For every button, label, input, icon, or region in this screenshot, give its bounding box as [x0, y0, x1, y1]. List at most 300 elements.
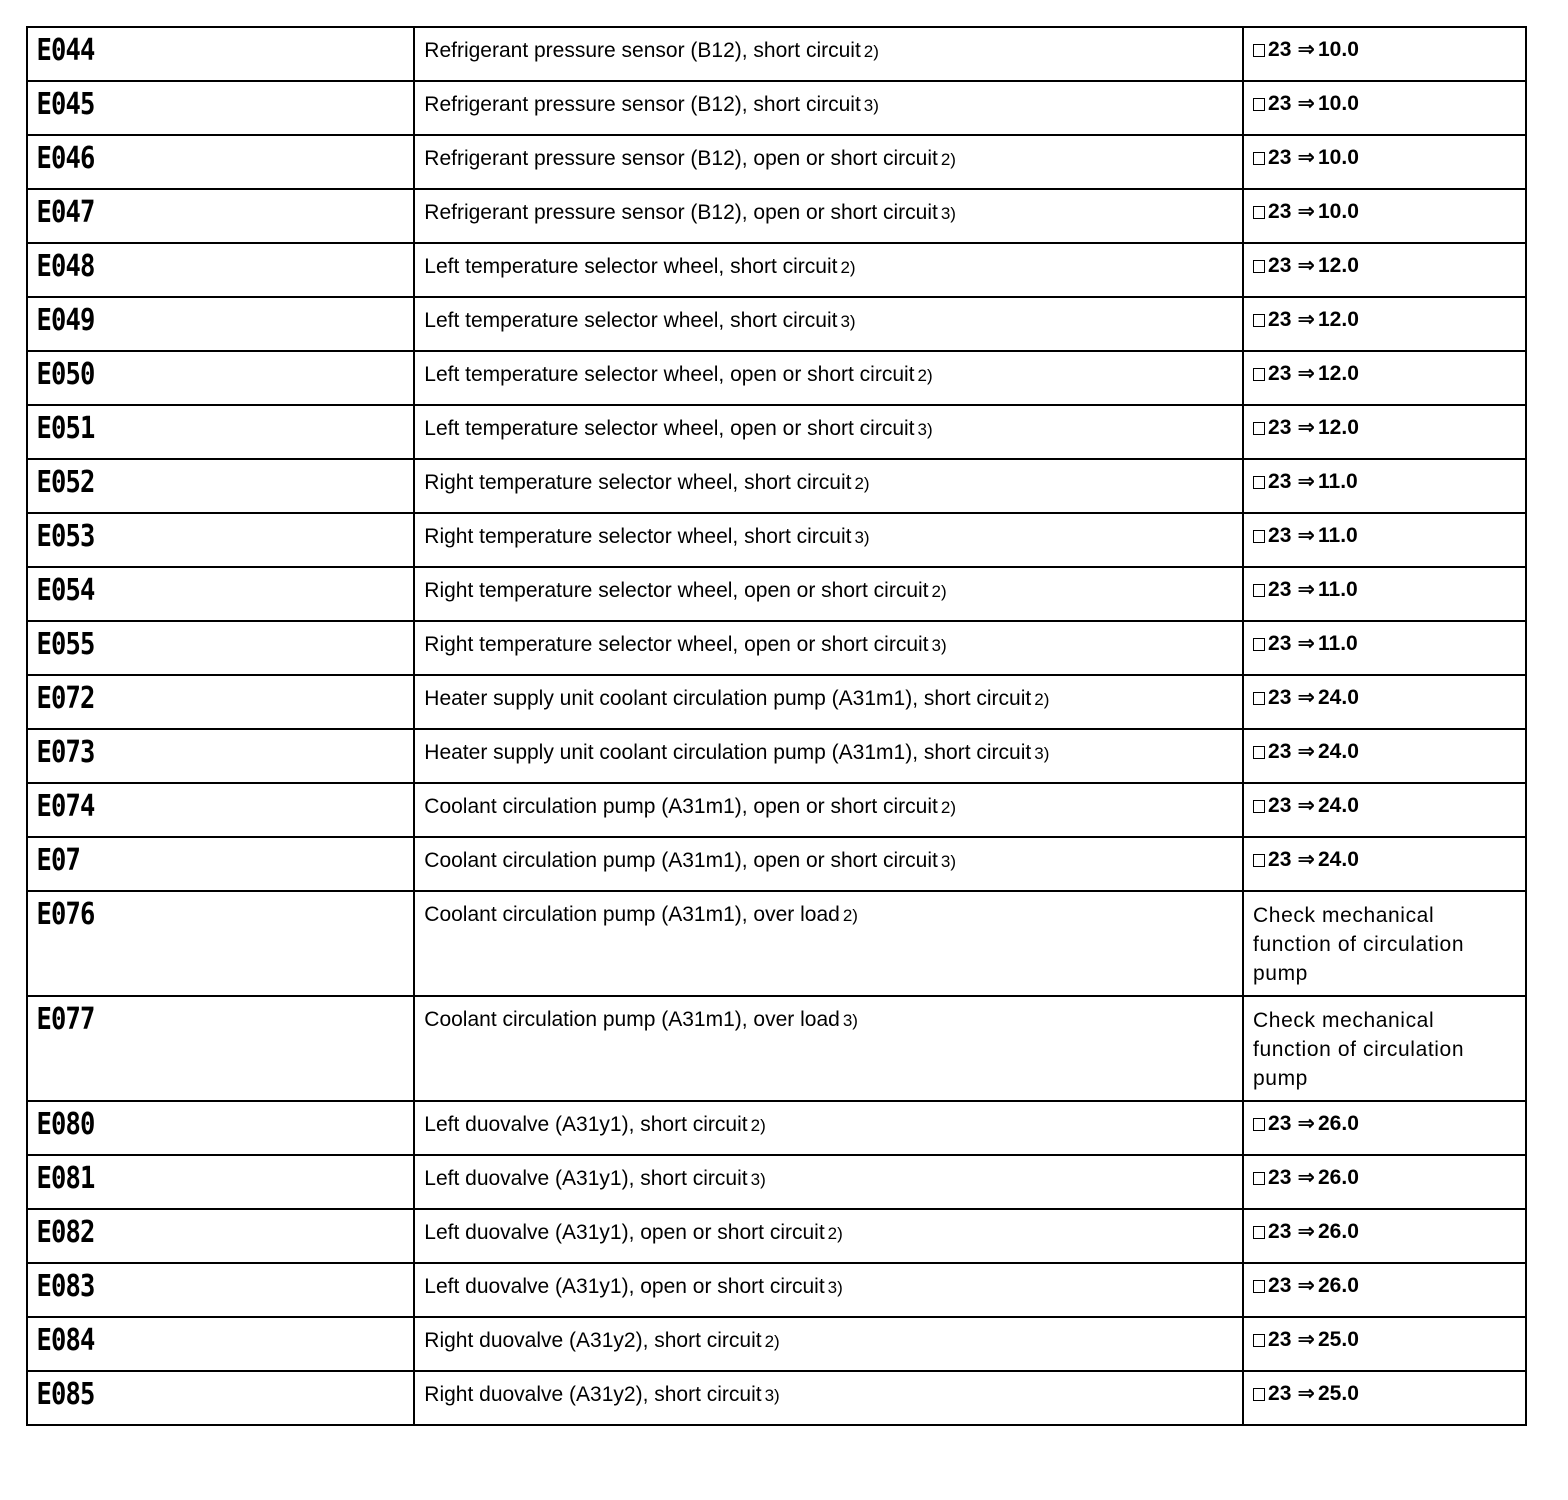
reference-document-number: 23 — [1268, 1220, 1292, 1243]
document-box-icon — [1253, 422, 1265, 435]
footnote-marker: 2) — [827, 1224, 843, 1243]
table-row — [27, 297, 1526, 351]
reference-cell — [1243, 1263, 1526, 1317]
description-cell — [414, 1263, 1243, 1317]
footnote-marker: 3) — [827, 1278, 843, 1297]
footnote-marker: 2) — [840, 258, 856, 277]
reference-document-number: 23 — [1268, 362, 1292, 385]
fault-code-table — [26, 26, 1527, 1426]
footnote-marker: 3) — [917, 420, 933, 439]
description-cell — [414, 837, 1243, 891]
fault-description — [415, 892, 1242, 928]
fault-description — [415, 460, 1242, 496]
document-reference[interactable] — [1244, 622, 1525, 656]
footnote-marker: 2) — [854, 474, 870, 493]
reference-document-number: 23 — [1268, 1112, 1292, 1135]
description-cell — [414, 1209, 1243, 1263]
fault-description — [415, 514, 1242, 550]
reference-instruction: Check mechanical function of circulation pump — [1253, 1009, 1465, 1090]
document-reference[interactable] — [1244, 460, 1525, 494]
reference-document-number: 23 — [1268, 1274, 1292, 1297]
description-text: Refrigerant pressure sensor (B12), open or short circuit — [424, 147, 938, 170]
reference-document-number: 23 — [1268, 524, 1292, 547]
fault-code: E082 — [36, 1215, 95, 1250]
fault-code: E07 — [36, 843, 81, 878]
fault-code: E048 — [36, 249, 95, 284]
document-box-icon — [1253, 1118, 1265, 1131]
document-reference[interactable] — [1244, 676, 1525, 710]
description-text: Right temperature selector wheel, short circuit — [424, 525, 852, 548]
right-arrow-icon: ⇒ — [1297, 38, 1315, 61]
fault-code: E050 — [36, 357, 95, 392]
fault-code-cell — [27, 513, 414, 567]
right-arrow-icon: ⇒ — [1297, 308, 1315, 331]
reference-document-number: 23 — [1268, 578, 1292, 601]
reference-cell — [1243, 621, 1526, 675]
table-row — [27, 459, 1526, 513]
description-text: Left duovalve (A31y1), open or short circuit — [424, 1275, 825, 1298]
footnote-marker: 2) — [917, 366, 933, 385]
fault-code: E074 — [36, 789, 95, 824]
reference-document-number: 23 — [1268, 740, 1292, 763]
reference-section-number: 26.0 — [1318, 1112, 1359, 1135]
description-cell — [414, 405, 1243, 459]
document-reference[interactable] — [1244, 1210, 1525, 1244]
fault-code: E072 — [36, 681, 95, 716]
footnote-marker: 3) — [750, 1170, 766, 1189]
description-cell — [414, 27, 1243, 81]
description-text: Left duovalve (A31y1), short circuit — [424, 1113, 748, 1136]
fault-code-cell — [27, 996, 414, 1101]
footnote-marker: 3) — [854, 528, 870, 547]
description-cell — [414, 513, 1243, 567]
reference-section-number: 11.0 — [1318, 470, 1358, 493]
description-cell — [414, 1155, 1243, 1209]
fault-code-cell — [27, 27, 414, 81]
fault-description — [415, 622, 1242, 658]
description-cell — [414, 1317, 1243, 1371]
reference-section-number: 26.0 — [1318, 1166, 1359, 1189]
fault-description — [415, 28, 1242, 64]
reference-cell — [1243, 729, 1526, 783]
right-arrow-icon: ⇒ — [1297, 362, 1315, 385]
reference-cell — [1243, 351, 1526, 405]
fault-description — [415, 1210, 1242, 1246]
reference-section-number: 12.0 — [1318, 416, 1359, 439]
fault-code: E085 — [36, 1377, 95, 1412]
reference-document-number: 23 — [1268, 254, 1292, 277]
description-cell — [414, 621, 1243, 675]
document-reference[interactable] — [1244, 514, 1525, 548]
reference-document-number: 23 — [1268, 416, 1292, 439]
document-reference[interactable] — [1244, 190, 1525, 224]
table-row — [27, 405, 1526, 459]
reference-section-number: 12.0 — [1318, 254, 1359, 277]
fault-code: E051 — [36, 411, 95, 446]
description-cell — [414, 996, 1243, 1101]
fault-description — [415, 352, 1242, 388]
footnote-marker: 2) — [931, 582, 947, 601]
fault-code-cell — [27, 675, 414, 729]
document-reference[interactable] — [1244, 352, 1525, 386]
reference-section-number: 24.0 — [1318, 794, 1359, 817]
description-text: Coolant circulation pump (A31m1), open or short circuit — [424, 849, 938, 872]
footnote-marker: 2) — [940, 150, 956, 169]
description-text: Refrigerant pressure sensor (B12), short circuit — [424, 39, 861, 62]
right-arrow-icon: ⇒ — [1297, 470, 1315, 493]
description-cell — [414, 729, 1243, 783]
table-row — [27, 837, 1526, 891]
right-arrow-icon: ⇒ — [1297, 578, 1315, 601]
right-arrow-icon: ⇒ — [1297, 1382, 1315, 1405]
reference-document-number: 23 — [1268, 632, 1292, 655]
fault-code-cell — [27, 729, 414, 783]
fault-code-cell — [27, 351, 414, 405]
document-box-icon — [1253, 1388, 1265, 1401]
document-box-icon — [1253, 1172, 1265, 1185]
fault-code: E053 — [36, 519, 95, 554]
fault-description — [415, 838, 1242, 874]
reference-document-number: 23 — [1268, 308, 1292, 331]
right-arrow-icon: ⇒ — [1297, 146, 1315, 169]
description-cell — [414, 1371, 1243, 1425]
fault-code: E076 — [36, 897, 95, 932]
description-text: Refrigerant pressure sensor (B12), open or short circuit — [424, 201, 938, 224]
fault-description — [415, 1318, 1242, 1354]
fault-code: E049 — [36, 303, 95, 338]
document-reference[interactable] — [1244, 1372, 1525, 1406]
description-cell — [414, 891, 1243, 996]
fault-code-cell — [27, 459, 414, 513]
table-row — [27, 27, 1526, 81]
right-arrow-icon: ⇒ — [1297, 200, 1315, 223]
reference-document-number: 23 — [1268, 794, 1292, 817]
document-reference[interactable] — [1244, 784, 1525, 818]
reference-cell — [1243, 1371, 1526, 1425]
reference-section-number: 24.0 — [1318, 740, 1359, 763]
reference-cell — [1243, 1155, 1526, 1209]
table-row — [27, 996, 1526, 1101]
fault-code: E083 — [36, 1269, 95, 1304]
description-cell — [414, 567, 1243, 621]
fault-description — [415, 1156, 1242, 1192]
document-box-icon — [1253, 314, 1265, 327]
table-row — [27, 675, 1526, 729]
fault-code-cell — [27, 891, 414, 996]
table-row — [27, 1263, 1526, 1317]
document-box-icon — [1253, 800, 1265, 813]
table-row — [27, 729, 1526, 783]
description-cell — [414, 351, 1243, 405]
right-arrow-icon: ⇒ — [1297, 794, 1315, 817]
right-arrow-icon: ⇒ — [1297, 416, 1315, 439]
footnote-marker: 2) — [863, 42, 879, 61]
description-text: Right temperature selector wheel, open or short circuit — [424, 633, 929, 656]
table-row — [27, 783, 1526, 837]
document-box-icon — [1253, 260, 1265, 273]
fault-code: E046 — [36, 141, 95, 176]
footnote-marker: 2) — [750, 1116, 766, 1135]
description-cell — [414, 189, 1243, 243]
fault-code-cell — [27, 1263, 414, 1317]
fault-code-table-body — [27, 27, 1526, 1425]
fault-code-cell — [27, 81, 414, 135]
footnote-marker: 3) — [863, 96, 879, 115]
fault-code: E080 — [36, 1107, 95, 1142]
footnote-marker: 3) — [940, 204, 956, 223]
description-cell — [414, 783, 1243, 837]
reference-cell — [1243, 513, 1526, 567]
document-box-icon — [1253, 206, 1265, 219]
table-row — [27, 81, 1526, 135]
document-box-icon — [1253, 1226, 1265, 1239]
fault-description — [415, 568, 1242, 604]
description-text: Left temperature selector wheel, short circuit — [424, 255, 838, 278]
fault-description — [415, 1102, 1242, 1138]
right-arrow-icon: ⇒ — [1297, 524, 1315, 547]
fault-description — [415, 406, 1242, 442]
document-reference[interactable] — [1244, 1264, 1525, 1298]
document-reference[interactable] — [1244, 244, 1525, 278]
right-arrow-icon: ⇒ — [1297, 1112, 1315, 1135]
reference-cell — [1243, 135, 1526, 189]
table-row — [27, 891, 1526, 996]
fault-code-cell — [27, 1209, 414, 1263]
reference-cell — [1243, 189, 1526, 243]
document-reference[interactable] — [1244, 1318, 1525, 1352]
description-text: Refrigerant pressure sensor (B12), short circuit — [424, 93, 861, 116]
reference-section-number: 26.0 — [1318, 1274, 1359, 1297]
reference-instruction: Check mechanical function of circulation pump — [1253, 904, 1465, 985]
document-box-icon — [1253, 98, 1265, 111]
fault-code: E073 — [36, 735, 95, 770]
fault-code: E044 — [36, 33, 95, 68]
fault-code-cell — [27, 1371, 414, 1425]
table-row — [27, 1155, 1526, 1209]
document-reference[interactable] — [1244, 730, 1525, 764]
document-box-icon — [1253, 44, 1265, 57]
table-row — [27, 135, 1526, 189]
document-reference[interactable] — [1244, 136, 1525, 170]
fault-code: E055 — [36, 627, 95, 662]
document-reference[interactable] — [1244, 1102, 1525, 1136]
description-text: Right temperature selector wheel, open or short circuit — [424, 579, 929, 602]
fault-code-cell — [27, 297, 414, 351]
table-row — [27, 243, 1526, 297]
reference-cell — [1243, 1317, 1526, 1371]
document-reference[interactable] — [1244, 1156, 1525, 1190]
reference-document-number: 23 — [1268, 146, 1292, 169]
right-arrow-icon: ⇒ — [1297, 632, 1315, 655]
reference-section-number: 10.0 — [1318, 146, 1359, 169]
fault-description — [415, 730, 1242, 766]
reference-section-number: 26.0 — [1318, 1220, 1359, 1243]
description-text: Left temperature selector wheel, short circuit — [424, 309, 838, 332]
document-box-icon — [1253, 692, 1265, 705]
reference-cell — [1243, 783, 1526, 837]
right-arrow-icon: ⇒ — [1297, 1166, 1315, 1189]
fault-code-cell — [27, 189, 414, 243]
fault-code-cell — [27, 1155, 414, 1209]
description-text: Coolant circulation pump (A31m1), over load — [424, 903, 840, 926]
description-text: Left temperature selector wheel, open or short circuit — [424, 363, 915, 386]
reference-section-number: 11.0 — [1318, 524, 1358, 547]
table-row — [27, 621, 1526, 675]
reference-cell — [1243, 405, 1526, 459]
reference-section-number: 10.0 — [1318, 92, 1359, 115]
reference-cell — [1243, 27, 1526, 81]
fault-description — [415, 298, 1242, 334]
reference-cell — [1243, 837, 1526, 891]
fault-description — [415, 784, 1242, 820]
reference-cell — [1243, 567, 1526, 621]
description-cell — [414, 297, 1243, 351]
reference-section-number: 25.0 — [1318, 1328, 1359, 1351]
reference-section-number: 25.0 — [1318, 1382, 1359, 1405]
reference-document-number: 23 — [1268, 200, 1292, 223]
footnote-marker: 2) — [842, 906, 858, 925]
footnote-marker: 3) — [1034, 744, 1050, 763]
fault-code: E081 — [36, 1161, 95, 1196]
reference-section-number: 12.0 — [1318, 362, 1359, 385]
description-cell — [414, 243, 1243, 297]
right-arrow-icon: ⇒ — [1297, 1328, 1315, 1351]
footnote-marker: 3) — [842, 1011, 858, 1030]
reference-cell — [1243, 1209, 1526, 1263]
description-text: Left duovalve (A31y1), short circuit — [424, 1167, 748, 1190]
footnote-marker: 2) — [764, 1332, 780, 1351]
document-box-icon — [1253, 1280, 1265, 1293]
reference-section-number: 24.0 — [1318, 848, 1359, 871]
fault-description — [415, 1264, 1242, 1300]
reference-section-number: 10.0 — [1318, 200, 1359, 223]
right-arrow-icon: ⇒ — [1297, 1220, 1315, 1243]
reference-cell — [1243, 996, 1526, 1101]
fault-description — [415, 190, 1242, 226]
description-text: Right duovalve (A31y2), short circuit — [424, 1329, 762, 1352]
right-arrow-icon: ⇒ — [1297, 1274, 1315, 1297]
reference-cell — [1243, 297, 1526, 351]
reference-section-number: 12.0 — [1318, 308, 1359, 331]
fault-description — [415, 244, 1242, 280]
footnote-marker: 3) — [931, 636, 947, 655]
description-cell — [414, 675, 1243, 729]
reference-document-number: 23 — [1268, 848, 1292, 871]
fault-code-cell — [27, 837, 414, 891]
description-cell — [414, 81, 1243, 135]
reference-section-number: 24.0 — [1318, 686, 1359, 709]
description-text: Heater supply unit coolant circulation pump (A31m1), short circuit — [424, 741, 1032, 764]
reference-cell — [1243, 243, 1526, 297]
right-arrow-icon: ⇒ — [1297, 848, 1315, 871]
document-box-icon — [1253, 152, 1265, 165]
table-row — [27, 189, 1526, 243]
reference-document-number: 23 — [1268, 92, 1292, 115]
fault-code-cell — [27, 783, 414, 837]
description-cell — [414, 459, 1243, 513]
reference-cell — [1243, 675, 1526, 729]
reference-document-number: 23 — [1268, 1328, 1292, 1351]
right-arrow-icon: ⇒ — [1297, 686, 1315, 709]
fault-code: E084 — [36, 1323, 95, 1358]
reference-cell — [1243, 1101, 1526, 1155]
document-reference[interactable] — [1244, 298, 1525, 332]
table-row — [27, 513, 1526, 567]
fault-code-cell — [27, 135, 414, 189]
fault-code: E054 — [36, 573, 95, 608]
document-box-icon — [1253, 746, 1265, 759]
reference-cell — [1243, 891, 1526, 996]
footnote-marker: 3) — [840, 312, 856, 331]
table-row — [27, 1317, 1526, 1371]
fault-code: E045 — [36, 87, 95, 122]
reference-cell — [1243, 459, 1526, 513]
fault-code: E047 — [36, 195, 95, 230]
document-reference[interactable] — [1244, 406, 1525, 440]
fault-code-cell — [27, 243, 414, 297]
table-row — [27, 351, 1526, 405]
document-box-icon — [1253, 1334, 1265, 1347]
footnote-marker: 2) — [940, 798, 956, 817]
table-row — [27, 567, 1526, 621]
fault-description — [415, 136, 1242, 172]
fault-code-cell — [27, 621, 414, 675]
document-reference[interactable] — [1244, 28, 1525, 62]
fault-description — [415, 82, 1242, 118]
fault-description — [415, 676, 1242, 712]
table-row — [27, 1101, 1526, 1155]
document-reference[interactable] — [1244, 82, 1525, 116]
description-text: Left duovalve (A31y1), open or short circuit — [424, 1221, 825, 1244]
reference-section-number: 11.0 — [1318, 632, 1358, 655]
reference-document-number: 23 — [1268, 1382, 1292, 1405]
fault-code: E077 — [36, 1002, 95, 1037]
document-box-icon — [1253, 530, 1265, 543]
reference-document-number: 23 — [1268, 686, 1292, 709]
document-box-icon — [1253, 368, 1265, 381]
fault-description — [415, 1372, 1242, 1408]
document-reference[interactable] — [1244, 838, 1525, 872]
right-arrow-icon: ⇒ — [1297, 254, 1315, 277]
right-arrow-icon: ⇒ — [1297, 92, 1315, 115]
fault-code-cell — [27, 567, 414, 621]
table-row — [27, 1209, 1526, 1263]
fault-description — [415, 997, 1242, 1033]
reference-document-number: 23 — [1268, 38, 1292, 61]
reference-cell — [1243, 81, 1526, 135]
document-box-icon — [1253, 584, 1265, 597]
footnote-marker: 2) — [1034, 690, 1050, 709]
description-text: Heater supply unit coolant circulation pump (A31m1), short circuit — [424, 687, 1032, 710]
footnote-marker: 3) — [764, 1386, 780, 1405]
document-box-icon — [1253, 638, 1265, 651]
reference-document-number: 23 — [1268, 1166, 1292, 1189]
description-text: Coolant circulation pump (A31m1), open or short circuit — [424, 795, 938, 818]
description-text: Coolant circulation pump (A31m1), over load — [424, 1008, 840, 1031]
description-cell — [414, 1101, 1243, 1155]
description-text: Left temperature selector wheel, open or short circuit — [424, 417, 915, 440]
document-box-icon — [1253, 854, 1265, 867]
fault-code-cell — [27, 1101, 414, 1155]
fault-code: E052 — [36, 465, 95, 500]
document-box-icon — [1253, 476, 1265, 489]
description-text: Right temperature selector wheel, short circuit — [424, 471, 852, 494]
fault-code-cell — [27, 405, 414, 459]
reference-section-number: 11.0 — [1318, 578, 1358, 601]
description-cell — [414, 135, 1243, 189]
footnote-marker: 3) — [940, 852, 956, 871]
document-reference[interactable] — [1244, 568, 1525, 602]
